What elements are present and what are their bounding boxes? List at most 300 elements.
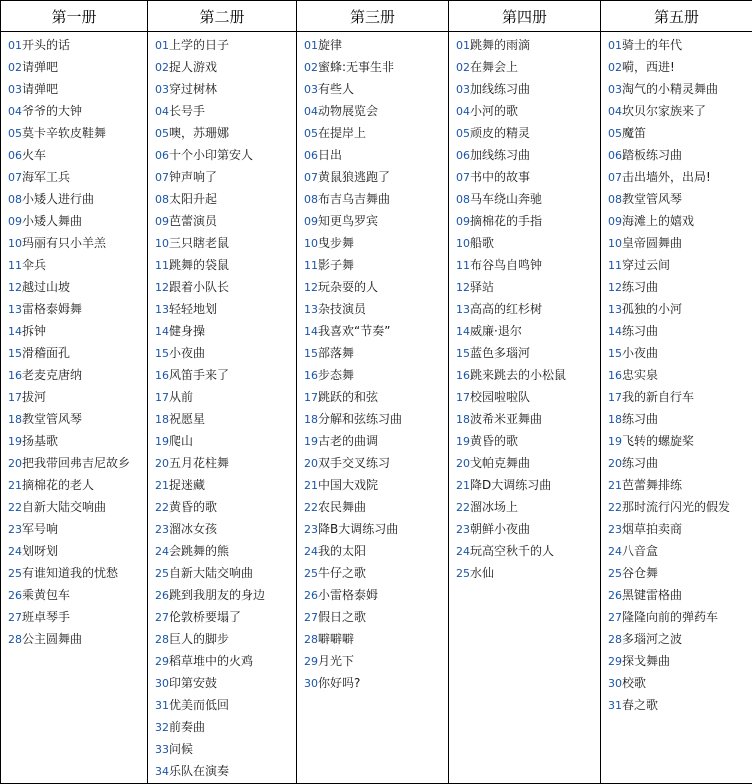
song-title: 牛仔之歌 <box>318 566 367 580</box>
song-item <box>304 540 448 562</box>
song-item <box>304 672 448 694</box>
song-title: 练习曲 <box>622 456 659 470</box>
song-number: 28 <box>608 633 622 646</box>
song-number: 16 <box>456 369 470 382</box>
song-title: 海军工兵 <box>22 170 71 184</box>
song-item <box>155 100 296 122</box>
song-number: 24 <box>456 545 470 558</box>
song-number: 25 <box>608 567 622 580</box>
song-item <box>155 188 296 210</box>
song-number: 19 <box>8 435 22 448</box>
song-item <box>608 166 752 188</box>
song-title: 跟着小队长 <box>169 280 230 294</box>
song-title: 小夜曲 <box>622 346 659 360</box>
song-item <box>456 496 600 518</box>
song-item <box>304 56 448 78</box>
song-title: 黄鼠狼逃跑了 <box>318 170 391 184</box>
song-title: 前奏曲 <box>169 720 206 734</box>
song-number: 12 <box>608 281 622 294</box>
song-number: 14 <box>608 325 622 338</box>
song-number: 32 <box>155 721 169 734</box>
song-title: 八音盒 <box>622 544 659 558</box>
song-item <box>304 452 448 474</box>
song-title: 捉人游戏 <box>169 60 218 74</box>
song-title: 旋律 <box>318 38 343 52</box>
song-number: 04 <box>304 105 318 118</box>
song-item <box>608 628 752 650</box>
song-number: 03 <box>608 83 622 96</box>
song-number: 04 <box>456 105 470 118</box>
song-number: 26 <box>304 589 318 602</box>
song-title: 穿过树林 <box>169 82 218 96</box>
song-number: 10 <box>304 237 318 250</box>
song-item <box>608 694 752 716</box>
song-item <box>155 342 296 364</box>
song-title: 请弹吧 <box>22 82 59 96</box>
song-number: 17 <box>608 391 622 404</box>
song-title: 曳步舞 <box>318 236 355 250</box>
song-title: 波希米亚舞曲 <box>470 412 543 426</box>
song-item <box>8 78 147 100</box>
song-number: 08 <box>155 193 169 206</box>
song-number: 04 <box>608 105 622 118</box>
song-item <box>456 56 600 78</box>
song-number: 19 <box>608 435 622 448</box>
song-item <box>608 562 752 584</box>
song-title: 健身操 <box>169 324 206 338</box>
song-item <box>608 606 752 628</box>
song-number: 11 <box>456 259 470 272</box>
song-item <box>456 518 600 540</box>
song-title: 驿站 <box>470 280 495 294</box>
song-item <box>155 430 296 452</box>
song-item <box>8 298 147 320</box>
song-item <box>304 650 448 672</box>
song-number: 13 <box>456 303 470 316</box>
song-title: 上学的日子 <box>169 38 230 52</box>
song-title: 太阳升起 <box>169 192 218 206</box>
song-item <box>456 122 600 144</box>
song-number: 22 <box>456 501 470 514</box>
song-item <box>8 100 147 122</box>
song-item <box>608 496 752 518</box>
song-title: 自新大陆交响曲 <box>169 566 254 580</box>
song-title: 巨人的脚步 <box>169 632 230 646</box>
song-title: 开头的话 <box>22 38 71 52</box>
song-item <box>608 34 752 56</box>
song-item <box>304 166 448 188</box>
song-item <box>304 232 448 254</box>
song-title: 优美而低回 <box>169 698 230 712</box>
song-number: 26 <box>8 589 22 602</box>
song-item <box>8 364 147 386</box>
song-item <box>8 540 147 562</box>
song-item <box>304 628 448 650</box>
song-title: 问候 <box>169 742 194 756</box>
song-number: 18 <box>8 413 22 426</box>
song-number: 17 <box>8 391 22 404</box>
song-number: 12 <box>304 281 318 294</box>
song-title: 那时流行闪光的假发 <box>622 500 731 514</box>
song-title: 魔笛 <box>622 126 647 140</box>
song-number: 06 <box>608 149 622 162</box>
song-number: 25 <box>8 567 22 580</box>
song-title: 春之歌 <box>622 698 659 712</box>
song-number: 06 <box>456 149 470 162</box>
song-item <box>608 232 752 254</box>
song-item <box>8 188 147 210</box>
song-number: 30 <box>608 677 622 690</box>
song-title: 中国大戏院 <box>318 478 379 492</box>
song-number: 03 <box>304 83 318 96</box>
song-title: 乐队在演奏 <box>169 764 230 778</box>
song-number: 30 <box>304 677 318 690</box>
song-item <box>155 452 296 474</box>
song-number: 07 <box>608 171 622 184</box>
song-number: 08 <box>608 193 622 206</box>
song-number: 19 <box>155 435 169 448</box>
song-title: 月光下 <box>318 654 355 668</box>
song-title: 谷仓舞 <box>622 566 659 580</box>
song-item <box>8 562 147 584</box>
song-title: 布吉乌吉舞曲 <box>318 192 391 206</box>
song-title: 书中的故事 <box>470 170 531 184</box>
song-item <box>608 540 752 562</box>
song-number: 05 <box>608 127 622 140</box>
song-number: 01 <box>155 39 169 52</box>
song-title: 军号响 <box>22 522 59 536</box>
song-number: 28 <box>155 633 169 646</box>
song-title: 黑键雷格曲 <box>622 588 683 602</box>
song-title: 练习曲 <box>622 324 659 338</box>
song-title: 顽皮的精灵 <box>470 126 531 140</box>
song-title: 小河的歌 <box>470 104 519 118</box>
song-item <box>304 78 448 100</box>
song-number: 21 <box>155 479 169 492</box>
song-item <box>456 474 600 496</box>
song-item <box>8 584 147 606</box>
song-number: 28 <box>304 633 318 646</box>
song-item <box>155 694 296 716</box>
song-title: 农民舞曲 <box>318 500 367 514</box>
song-item <box>608 672 752 694</box>
song-title: 动物展览会 <box>318 104 379 118</box>
song-title: 小夜曲 <box>169 346 206 360</box>
song-item <box>304 254 448 276</box>
song-item <box>304 144 448 166</box>
song-number: 20 <box>155 457 169 470</box>
song-item <box>8 232 147 254</box>
song-number: 09 <box>304 215 318 228</box>
song-item <box>304 496 448 518</box>
song-title: 滑稽面孔 <box>22 346 71 360</box>
song-title: 噼噼噼 <box>318 632 355 646</box>
song-item <box>8 408 147 430</box>
song-item <box>155 78 296 100</box>
song-item <box>456 100 600 122</box>
song-number: 18 <box>608 413 622 426</box>
song-item <box>304 298 448 320</box>
song-title: 噢，苏珊娜 <box>169 126 230 140</box>
song-number: 16 <box>304 369 318 382</box>
song-item <box>456 540 600 562</box>
song-title: 钟声响了 <box>169 170 218 184</box>
song-title: 击出墙外，出局! <box>622 170 711 184</box>
song-item <box>155 408 296 430</box>
song-title: 伞兵 <box>22 258 47 272</box>
song-number: 10 <box>8 237 22 250</box>
song-number: 08 <box>304 193 318 206</box>
song-number: 09 <box>155 215 169 228</box>
song-number: 10 <box>155 237 169 250</box>
song-item <box>155 254 296 276</box>
song-title: 印第安鼓 <box>169 676 218 690</box>
song-title: 玩高空秋千的人 <box>470 544 555 558</box>
song-item <box>456 254 600 276</box>
song-item <box>456 342 600 364</box>
song-title: 玩杂耍的人 <box>318 280 379 294</box>
song-title: 芭蕾舞排练 <box>622 478 683 492</box>
song-item <box>155 144 296 166</box>
song-title: 踏板练习曲 <box>622 148 683 162</box>
song-item <box>456 210 600 232</box>
song-number: 29 <box>304 655 318 668</box>
song-title: 芭蕾演员 <box>169 214 218 228</box>
song-title: 有些人 <box>318 82 355 96</box>
song-title: 飞转的螺旋桨 <box>622 434 695 448</box>
song-number: 05 <box>304 127 318 140</box>
song-number: 29 <box>608 655 622 668</box>
song-title: 双手交叉练习 <box>318 456 391 470</box>
song-number: 24 <box>304 545 318 558</box>
song-title: 黄昏的歌 <box>169 500 218 514</box>
song-title: 骑士的年代 <box>622 38 683 52</box>
song-title: 校园啦啦队 <box>470 390 531 404</box>
song-title: 从前 <box>169 390 194 404</box>
song-title: 会跳舞的熊 <box>169 544 230 558</box>
song-item <box>456 562 600 584</box>
song-number: 16 <box>155 369 169 382</box>
song-item <box>155 562 296 584</box>
song-item <box>304 188 448 210</box>
song-number: 21 <box>608 479 622 492</box>
song-title: 伦敦桥要塌了 <box>169 610 242 624</box>
song-list <box>601 32 752 784</box>
song-item <box>304 100 448 122</box>
song-title: 划呀划 <box>22 544 59 558</box>
song-title: 古老的曲调 <box>318 434 379 448</box>
song-number: 06 <box>8 149 22 162</box>
song-title: 船歌 <box>470 236 495 250</box>
song-item <box>608 650 752 672</box>
song-title: 莫卡辛软皮鞋舞 <box>22 126 107 140</box>
song-item <box>8 518 147 540</box>
song-number: 07 <box>155 171 169 184</box>
song-title: 跳来跳去的小松鼠 <box>470 368 567 382</box>
song-item <box>608 210 752 232</box>
song-number: 07 <box>8 171 22 184</box>
song-number: 19 <box>456 435 470 448</box>
song-item <box>608 100 752 122</box>
song-item <box>456 386 600 408</box>
song-title: 摘棉花的手指 <box>470 214 543 228</box>
song-title: 把我带回弗吉尼故乡 <box>22 456 131 470</box>
song-number: 02 <box>155 61 169 74</box>
song-title: 教堂管风琴 <box>622 192 683 206</box>
song-number: 08 <box>456 193 470 206</box>
song-title: 祝愿星 <box>169 412 206 426</box>
song-title: 水仙 <box>470 566 495 580</box>
song-title: 降D大调练习曲 <box>470 478 552 492</box>
song-number: 05 <box>155 127 169 140</box>
song-title: 日出 <box>318 148 343 162</box>
song-number: 24 <box>8 545 22 558</box>
song-number: 11 <box>155 259 169 272</box>
song-number: 12 <box>8 281 22 294</box>
song-title: 部落舞 <box>318 346 355 360</box>
song-title: 海滩上的嬉戏 <box>622 214 695 228</box>
song-item <box>8 254 147 276</box>
song-title: 五月花柱舞 <box>169 456 230 470</box>
song-item <box>155 122 296 144</box>
song-number: 16 <box>8 369 22 382</box>
song-title: 蓝色多瑙河 <box>470 346 531 360</box>
song-title: 马车绕山奔驰 <box>470 192 543 206</box>
song-item <box>155 232 296 254</box>
song-number: 24 <box>608 545 622 558</box>
song-item <box>155 364 296 386</box>
song-list <box>297 32 449 784</box>
song-title: 有谁知道我的忧愁 <box>22 566 119 580</box>
song-number: 23 <box>155 523 169 536</box>
song-list <box>449 32 601 784</box>
song-number: 17 <box>304 391 318 404</box>
song-number: 03 <box>8 83 22 96</box>
song-title: 班卓琴手 <box>22 610 71 624</box>
song-number: 02 <box>456 61 470 74</box>
song-item <box>8 166 147 188</box>
song-item <box>608 452 752 474</box>
song-item <box>304 364 448 386</box>
song-item <box>155 650 296 672</box>
song-title: 风笛手来了 <box>169 368 230 382</box>
song-title: 我的新自行车 <box>622 390 695 404</box>
song-title: 扬基歌 <box>22 434 59 448</box>
song-number: 14 <box>304 325 318 338</box>
song-title: 黄昏的歌 <box>470 434 519 448</box>
song-item <box>8 452 147 474</box>
song-number: 15 <box>304 347 318 360</box>
song-title: 捉迷藏 <box>169 478 206 492</box>
song-item <box>8 342 147 364</box>
song-number: 33 <box>155 743 169 756</box>
song-number: 21 <box>456 479 470 492</box>
song-number: 12 <box>155 281 169 294</box>
song-number: 02 <box>608 61 622 74</box>
song-item <box>155 34 296 56</box>
song-title: 玛丽有只小羊羔 <box>22 236 107 250</box>
song-title: 自新大陆交响曲 <box>22 500 107 514</box>
song-number: 20 <box>456 457 470 470</box>
song-item <box>608 276 752 298</box>
song-item <box>8 606 147 628</box>
song-title: 戈帕克舞曲 <box>470 456 531 470</box>
song-number: 23 <box>456 523 470 536</box>
song-item <box>608 320 752 342</box>
song-number: 10 <box>608 237 622 250</box>
song-number: 01 <box>304 39 318 52</box>
song-title: 降B大调练习曲 <box>318 522 399 536</box>
song-item <box>456 78 600 100</box>
song-item <box>155 628 296 650</box>
song-number: 11 <box>304 259 318 272</box>
song-number: 20 <box>304 457 318 470</box>
song-title: 练习曲 <box>622 412 659 426</box>
song-number: 04 <box>155 105 169 118</box>
song-number: 07 <box>304 171 318 184</box>
song-number: 20 <box>8 457 22 470</box>
song-title: 影子舞 <box>318 258 355 272</box>
song-item <box>155 672 296 694</box>
song-number: 03 <box>155 83 169 96</box>
song-item <box>155 584 296 606</box>
song-number: 34 <box>155 765 169 778</box>
song-title: 溜冰场上 <box>470 500 519 514</box>
song-number: 26 <box>608 589 622 602</box>
song-number: 15 <box>8 347 22 360</box>
song-number: 25 <box>155 567 169 580</box>
song-number: 01 <box>608 39 622 52</box>
song-number: 11 <box>8 259 22 272</box>
song-title: 知更鸟罗宾 <box>318 214 379 228</box>
song-title: 皇帝圆舞曲 <box>622 236 683 250</box>
song-title: 穿过云间 <box>622 258 671 272</box>
song-title: 小矮人进行曲 <box>22 192 95 206</box>
song-title: 请弹吧 <box>22 60 59 74</box>
song-item <box>8 496 147 518</box>
song-item <box>155 210 296 232</box>
song-number: 15 <box>608 347 622 360</box>
song-lists-row <box>1 32 752 784</box>
song-item <box>304 34 448 56</box>
song-number: 11 <box>608 259 622 272</box>
song-number: 25 <box>304 567 318 580</box>
song-item <box>456 430 600 452</box>
song-item <box>456 298 600 320</box>
song-title: 蜜蜂:无事生非 <box>318 60 395 74</box>
song-item <box>608 56 752 78</box>
song-number: 16 <box>608 369 622 382</box>
song-item <box>155 738 296 760</box>
song-item <box>456 320 600 342</box>
song-item <box>608 408 752 430</box>
song-title: 越过山坡 <box>22 280 71 294</box>
song-number: 14 <box>456 325 470 338</box>
song-title: 练习曲 <box>622 280 659 294</box>
song-title: 小雷格泰姆 <box>318 588 379 602</box>
song-number: 29 <box>155 655 169 668</box>
song-number: 31 <box>608 699 622 712</box>
song-title: 跳舞的雨滴 <box>470 38 531 52</box>
song-item <box>304 408 448 430</box>
song-title: 拔河 <box>22 390 47 404</box>
song-number: 31 <box>155 699 169 712</box>
song-item <box>304 276 448 298</box>
song-item <box>608 518 752 540</box>
song-title: 加线练习曲 <box>470 82 531 96</box>
song-number: 15 <box>456 347 470 360</box>
song-item <box>456 452 600 474</box>
